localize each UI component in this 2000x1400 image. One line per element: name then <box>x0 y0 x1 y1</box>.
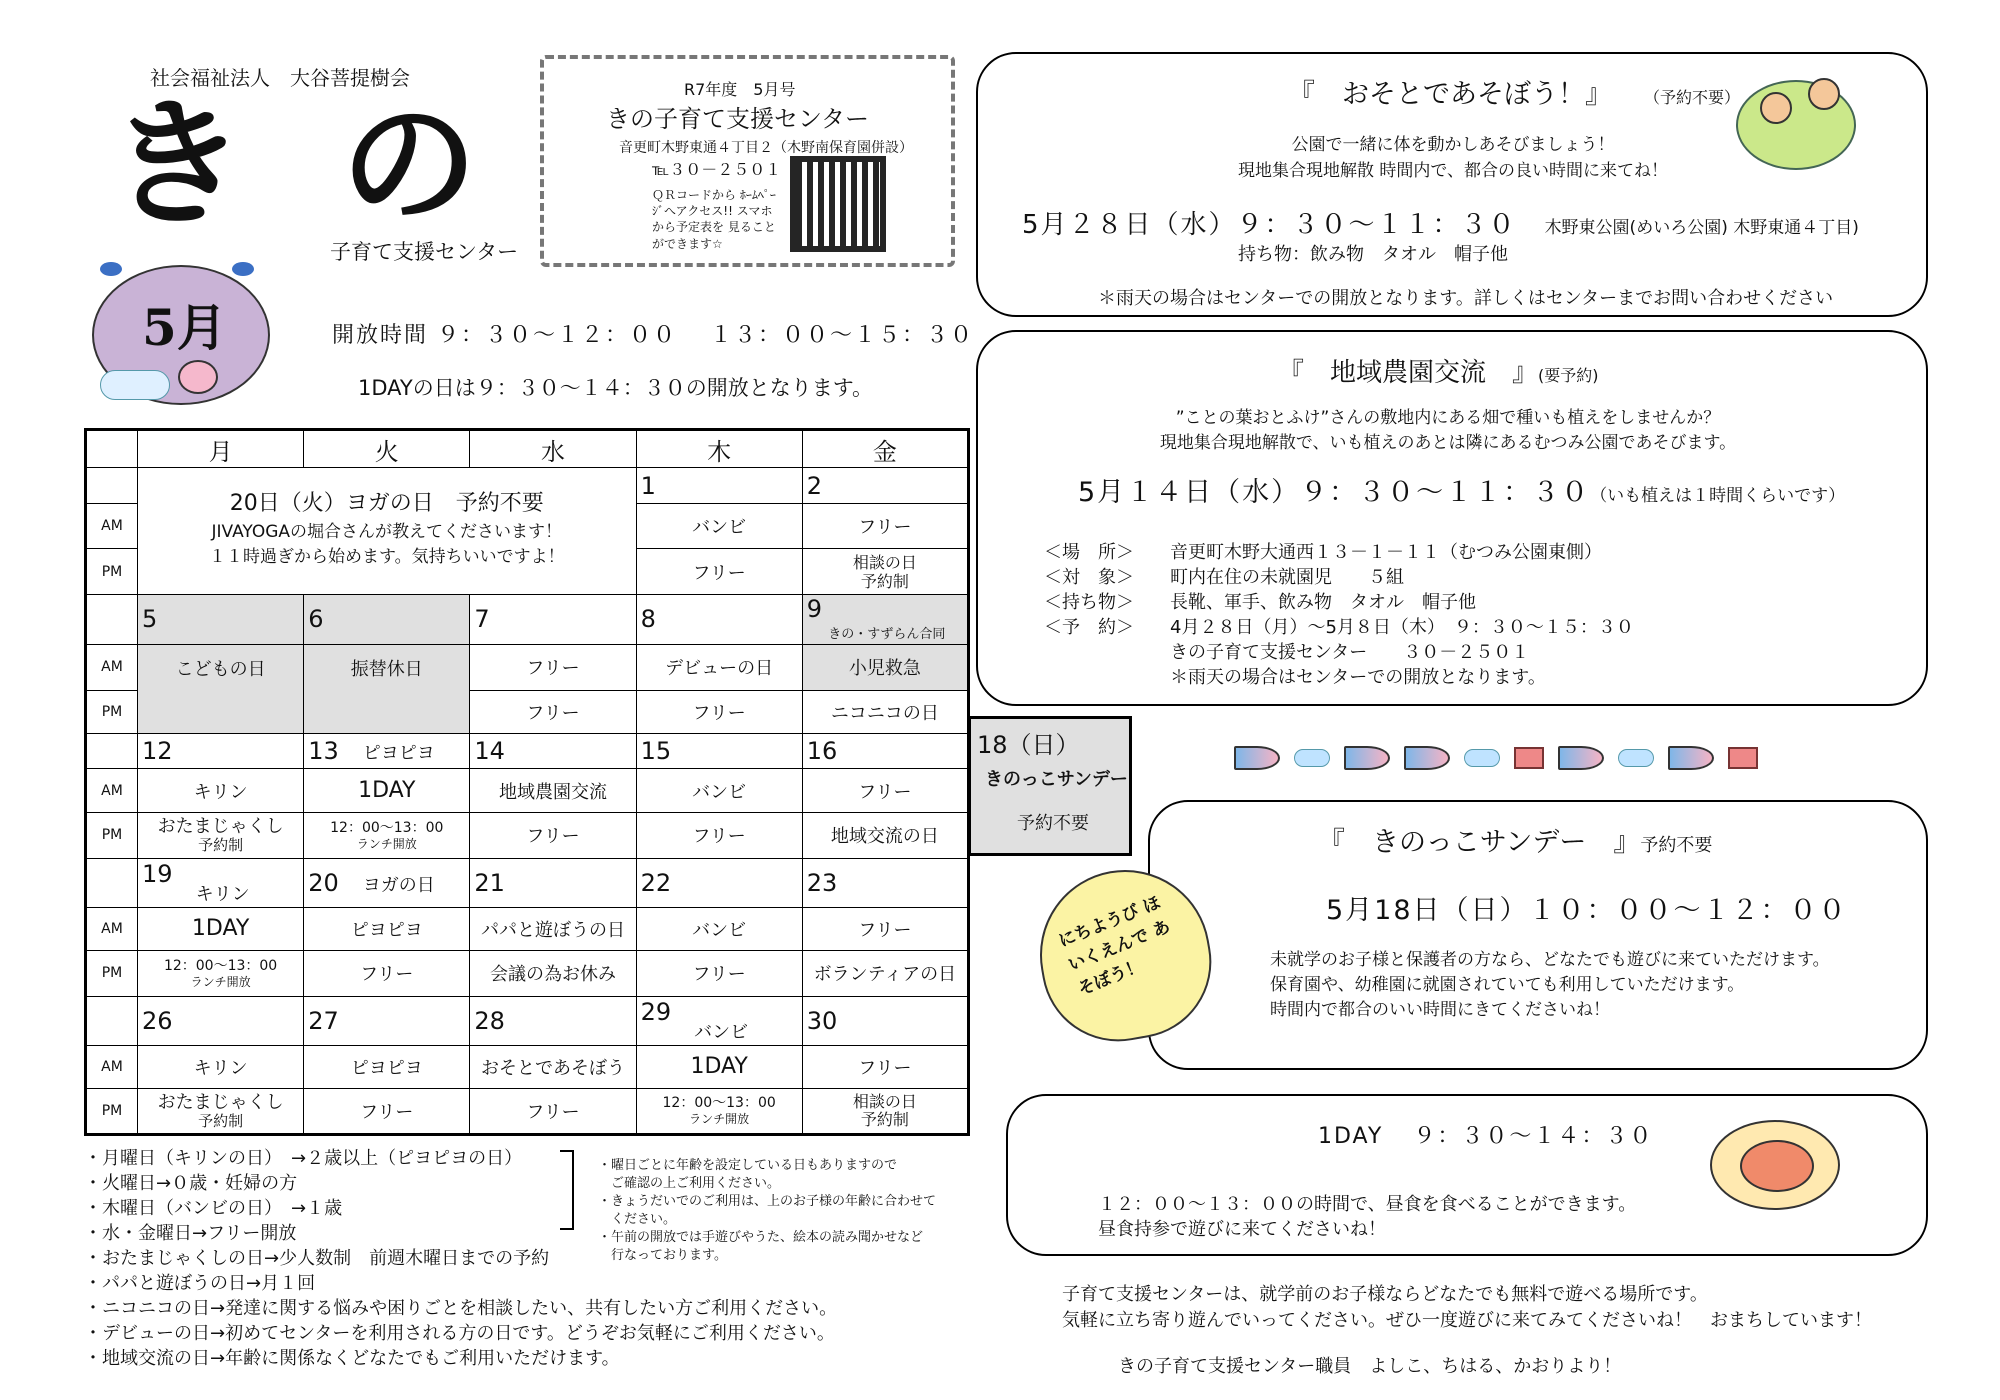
event-cell: フリー <box>636 951 802 997</box>
am-label: AM <box>86 769 138 813</box>
outdoor-desc <box>1228 132 1678 184</box>
event-cell: フリー <box>470 813 636 859</box>
calendar <box>84 428 970 1136</box>
date-number: 9 <box>806 595 823 624</box>
oneday-line: １２：００～１３：００の時間で、昼食を食べることができます。 <box>1098 1194 1637 1215</box>
farm-date-note: （いも植えは１時間くらいです） <box>1590 486 1846 506</box>
footer-line: 子育て支援センターは、就学前のお子様ならどなたでも無料で遊べる場所です。 <box>1062 1284 1708 1305</box>
am-label: AM <box>86 907 138 951</box>
legend-note: ・午前の開放では手遊びやうた、絵本の読み聞かせなど <box>598 1230 924 1245</box>
date-number: 27 <box>304 996 470 1045</box>
event-line: 予約制 <box>198 1111 244 1130</box>
day-header: 金 <box>802 430 968 468</box>
pm-label: PM <box>86 813 138 859</box>
outdoor-date-text: 5月２８日（水）９：３０～１１：３０ <box>1022 210 1517 240</box>
kids-playing-icon <box>1736 80 1856 170</box>
date-number: 26 <box>138 996 304 1045</box>
pig-character-icon <box>178 360 218 394</box>
farm-line: 現地集合現地解散で、いも植えのあとは隣にあるむつみ公園であそびます。 <box>1159 433 1737 453</box>
center-tel: ℡３０－２５０１ <box>652 160 782 179</box>
holiday-label: こどもの日 <box>175 658 266 680</box>
event-cell: 1DAY <box>636 1045 802 1089</box>
oneday-line: 昼食持参で遊びに来てくださいね！ <box>1098 1219 1386 1240</box>
legend-item: ・地域交流の日→年齢に関係なくどなたでもご利用いただけます。 <box>84 1348 620 1369</box>
sunday-title: きのっこサンデー <box>985 769 1128 790</box>
event-line: 12：00～13：00 <box>662 1095 776 1112</box>
legend-note: ・曜日ごとに年齢を設定している日もありますので <box>598 1158 898 1173</box>
event-line: おたまじゃくし <box>157 1091 284 1113</box>
sunday-box-line: 保育園や、幼稚園に就園されていても利用していただけます。 <box>1270 975 1745 995</box>
outdoor-place: 木野東公園(めいろ公園) 木野東通４丁目) <box>1544 218 1859 238</box>
open-hours: 開放時間 ９：３０～１２：００ １３：００～１５：３０ <box>332 323 974 348</box>
koinobori-decoration <box>1234 740 1834 776</box>
carp-streamer-icon <box>1344 746 1390 770</box>
outdoor-title <box>1288 72 1740 111</box>
event-cell: ニコニコの日 <box>802 690 968 734</box>
event-cell: 会議の為お休み <box>470 951 636 997</box>
farm-row: ＜持ち物＞ 長靴、軍手、飲み物 タオル 帽子他 <box>1044 592 1476 613</box>
date-number: 8 <box>636 595 802 645</box>
cloud-icon <box>1294 749 1330 767</box>
legend-item: ・パパと遊ぼうの日→月１回 <box>84 1273 316 1294</box>
event-cell: デビューの日 <box>636 644 802 690</box>
event-cell: フリー <box>802 503 968 549</box>
kinokko-sunday-box <box>1148 800 1928 1070</box>
org-name: 社会福祉法人 大谷菩提樹会 <box>150 66 410 90</box>
event-cell: フリー <box>470 644 636 690</box>
day-header: 月 <box>138 430 304 468</box>
event-cell: 1DAY <box>304 769 470 813</box>
event-cell: フリー <box>636 813 802 859</box>
date-number: 22 <box>636 858 802 907</box>
oneday-desc <box>1098 1192 1636 1242</box>
date-number: 7 <box>470 595 636 645</box>
event-line: おたまじゃくし <box>157 816 284 838</box>
sunday-box-line: 時間内で都合のいい時間にきてくださいね！ <box>1270 1000 1610 1020</box>
event-cell: キリン <box>138 769 304 813</box>
date-number: 6 <box>304 595 470 645</box>
date-cell <box>636 996 802 1045</box>
house-icon <box>1514 747 1544 769</box>
sunday-box-title-text: 『 きのっこサンデー 』 <box>1318 827 1641 858</box>
event-cell: パパと遊ぼうの日 <box>470 907 636 951</box>
yoga-banner <box>138 468 637 595</box>
legend-item: ・ニコニコの日→発達に関する悩みや困りごとを相談したい、共有したい方ご利用ください。 <box>84 1298 838 1319</box>
qr-note: ＱＲコードから ﾎｰﾑﾍﾟｰｼﾞへアクセス!! スマホから予定表を 見ることができます☆ <box>652 188 776 251</box>
sunday-event-box <box>968 716 1132 856</box>
sunday-box-desc <box>1270 948 1830 1023</box>
legend-note: ください。 <box>598 1212 677 1227</box>
event-cell <box>138 1089 304 1135</box>
event-top: キリン <box>195 883 250 905</box>
legend-item: ・水・金曜日→フリー開放 <box>84 1223 297 1244</box>
farm-date <box>1078 470 1845 509</box>
event-cell: フリー <box>470 1089 636 1135</box>
date-number: 15 <box>636 734 802 769</box>
day-header: 水 <box>470 430 636 468</box>
event-cell: フリー <box>636 549 802 595</box>
event-cell: フリー <box>802 907 968 951</box>
carp-streamer-icon <box>1558 746 1604 770</box>
date-cell <box>304 858 470 907</box>
carp-streamer-icon <box>1668 746 1714 770</box>
center-name: きの子育て支援センター <box>606 105 870 133</box>
butterfly-text: にちようび ほいくえんで あそぼう！ <box>1055 892 1174 1000</box>
holiday-cell <box>304 644 470 733</box>
oneday-time: ９：３０～１４：３０ <box>1413 1124 1654 1149</box>
event-top: ヨガの日 <box>362 874 435 896</box>
event-cell: バンビ <box>636 907 802 951</box>
legend-item: ・月曜日（キリンの日） →２歳以上（ピヨピヨの日） <box>84 1148 523 1169</box>
month-label: 5月 <box>142 298 227 357</box>
sunday-box-date: 5月18日（日）１０：００～１２：００ <box>1326 895 1848 926</box>
outdoor-items: 持ち物：飲み物 タオル 帽子他 <box>1238 244 1508 265</box>
event-line: 12：00～13：00 <box>163 957 278 974</box>
date-number: 16 <box>802 734 968 769</box>
day-header: 火 <box>304 430 470 468</box>
oneday-title <box>1288 1112 1653 1152</box>
title-no: の <box>340 82 479 245</box>
date-number: 14 <box>470 734 636 769</box>
date-number: 23 <box>802 858 968 907</box>
event-line: 相談の日 <box>852 552 917 572</box>
event-cell: フリー <box>304 1089 470 1135</box>
issue-year: R7年度 5月号 <box>684 80 796 99</box>
legend-item: ・木曜日（バンビの日） →１歳 <box>84 1198 343 1219</box>
event-top: バンビ <box>694 1021 749 1043</box>
event-line: 相談の日 <box>852 1092 917 1112</box>
date-number: 1 <box>636 468 802 503</box>
date-number: 29 <box>640 997 672 1026</box>
event-cell: フリー <box>470 690 636 734</box>
farm-row: ＜対 象＞ 町内在住の未就園児 ５組 <box>1044 567 1404 588</box>
date-number: 20 <box>308 868 339 897</box>
date-number: 28 <box>470 996 636 1045</box>
farm-details <box>1044 540 1634 690</box>
yoga-title: 20日（火）ヨガの日 予約不要 <box>229 491 544 517</box>
farm-line: ”ことの葉おとふけ”さんの敷地内にある畑で種いも植えをしませんか？ <box>1175 408 1721 428</box>
event-cell <box>636 1089 802 1135</box>
date-number: 5 <box>138 595 304 645</box>
event-cell: フリー <box>304 951 470 997</box>
farm-tag: (要予約) <box>1538 366 1599 385</box>
event-top: ピヨピヨ <box>362 743 435 765</box>
date-cell <box>138 858 304 907</box>
event-line: ランチ開放 <box>356 836 417 851</box>
event-cell: フリー <box>802 769 968 813</box>
event-line: 予約制 <box>860 1110 909 1130</box>
event-cell <box>802 1089 968 1135</box>
oneday-title-text: 1DAY <box>1318 1124 1384 1149</box>
house-icon <box>1728 747 1758 769</box>
event-cell: おそとであそぼう <box>470 1045 636 1089</box>
event-line: ランチ開放 <box>689 1112 750 1127</box>
legend-item: ・デビューの日→初めてセンターを利用される方の日です。どうぞお気軽にご利用ください。 <box>84 1323 835 1344</box>
event-cell <box>802 549 968 595</box>
outdoor-title-text: 『 おそとであそぼう！』 <box>1288 79 1612 110</box>
oneday-note: 1DAYの日は９：３０～１４：３０の開放となります。 <box>358 376 874 400</box>
event-cell <box>138 951 304 997</box>
event-cell: バンビ <box>636 769 802 813</box>
title-ki: き <box>108 82 247 245</box>
farm-title-text: 『 地域農園交流 』 <box>1278 358 1539 388</box>
event-cell: 地域交流の日 <box>802 813 968 859</box>
sunday-box-tag: 予約不要 <box>1640 835 1713 856</box>
event-cell: フリー <box>636 690 802 734</box>
event-cell: フリー <box>802 1045 968 1089</box>
outdoor-rain-note: ＊雨天の場合はセンターでの開放となります。詳しくはセンターまでお問い合わせください <box>1098 288 1834 309</box>
event-cell: バンビ <box>636 503 802 549</box>
event-cell: ボランティアの日 <box>802 951 968 997</box>
event-line: 予約制 <box>860 571 909 591</box>
holiday-label: 振替休日 <box>350 658 423 680</box>
farm-row: ＜場 所＞ 音更町木野大通西１３－１－１１（むつみ公園東側） <box>1044 542 1602 563</box>
farm-desc <box>1098 406 1798 456</box>
am-label: AM <box>86 1045 138 1089</box>
sunday-box-title <box>1318 820 1712 859</box>
date-number: 2 <box>802 468 968 503</box>
farm-row: ＜予 約＞ 4月２８日（月）～5月８日（木） ９：３０～１５：３０ <box>1044 617 1634 638</box>
pm-label: PM <box>86 1089 138 1135</box>
legend-item: ・おたまじゃくしの日→少人数制 前週木曜日までの予約 <box>84 1248 550 1269</box>
legend-notes <box>598 1157 978 1265</box>
date-number: 30 <box>802 996 968 1045</box>
cloud-icon <box>1618 749 1654 767</box>
legend-note: ご確認の上ご利用ください。 <box>598 1176 781 1191</box>
event-cell <box>304 813 470 859</box>
yoga-line2: １１時過ぎから始めます。気持ちいいですよ！ <box>208 547 565 568</box>
subtitle: 子育て支援センター <box>330 240 519 264</box>
farm-row: きの子育て支援センター ３０－２５０１ <box>1044 642 1530 663</box>
sunday-date: 18（日） <box>977 731 1080 759</box>
center-info-stamp <box>540 55 955 267</box>
cloud-icon <box>1464 749 1500 767</box>
outdoor-tag: （予約不要） <box>1652 88 1741 107</box>
date-number: 12 <box>138 734 304 769</box>
carp-streamer-icon <box>1234 746 1280 770</box>
day-header: 木 <box>636 430 802 468</box>
cloud-icon <box>100 370 170 400</box>
am-label: AM <box>86 644 138 690</box>
pm-label: PM <box>86 690 138 734</box>
outdoor-date <box>1022 204 1859 241</box>
date-cell <box>802 595 968 645</box>
legend-note: ・きょうだいでのご利用は、上のお子様の年齢に合わせて <box>598 1194 937 1209</box>
event-cell: 小児救急 <box>802 644 968 690</box>
event-cell: 1DAY <box>138 907 304 951</box>
bird-icon <box>100 262 122 276</box>
sunday-box-line: 未就学のお子様と保護者の方なら、どなたでも遊びに来ていただけます。 <box>1270 950 1830 970</box>
farm-row: ＊雨天の場合はセンターでの開放となります。 <box>1044 667 1546 688</box>
joint-note: きの・すずらん合同 <box>828 627 946 643</box>
qr-code-icon[interactable] <box>790 156 886 252</box>
bracket-divider <box>560 1150 574 1230</box>
date-number: 13 <box>308 737 339 766</box>
am-label: AM <box>86 503 138 549</box>
date-number: 19 <box>142 859 173 888</box>
event-line: ランチ開放 <box>190 974 251 989</box>
outdoor-line: 公園で一緒に体を動かしあそびましょう！ <box>1291 135 1615 155</box>
farm-exchange-box <box>976 330 1928 706</box>
event-cell: ピヨピヨ <box>304 907 470 951</box>
pm-label: PM <box>86 549 138 595</box>
date-cell <box>304 734 470 769</box>
event-cell: ピヨピヨ <box>304 1045 470 1089</box>
event-cell <box>138 813 304 859</box>
farm-date-text: 5月１４日（水）９：３０～１１：３０ <box>1078 477 1591 508</box>
center-address: 音更町木野東通４丁目２（木野南保育園併設） <box>619 140 913 156</box>
event-line: 予約制 <box>198 836 244 855</box>
event-line: 12：00～13：00 <box>330 819 444 836</box>
footer-message <box>1062 1282 1872 1334</box>
footer-line: 気軽に立ち寄り遊んでいってください。ぜひ一度遊びに来てみてくださいね！ おまちしています！ <box>1062 1310 1872 1331</box>
outdoor-line: 現地集合現地解散 時間内で、都合の良い時間に来てね！ <box>1237 161 1669 181</box>
holiday-cell <box>138 644 304 733</box>
pm-label: PM <box>86 951 138 997</box>
staff-signoff: きの子育て支援センター職員 よしこ、ちはる、かおりより！ <box>1118 1356 1622 1377</box>
bird-icon <box>232 262 254 276</box>
event-cell: キリン <box>138 1045 304 1089</box>
lunch-plate-icon <box>1710 1120 1840 1210</box>
farm-title <box>1278 352 1599 389</box>
sunday-note: 予約不要 <box>1017 813 1089 834</box>
date-number: 21 <box>470 858 636 907</box>
event-cell: 地域農園交流 <box>470 769 636 813</box>
legend-item: ・火曜日→０歳・妊婦の方 <box>84 1173 298 1194</box>
carp-streamer-icon <box>1404 746 1450 770</box>
yoga-line1: JIVAYOGAの堀合さんが教えてくださいます！ <box>211 522 563 543</box>
legend-note: 行なっております。 <box>598 1248 727 1263</box>
